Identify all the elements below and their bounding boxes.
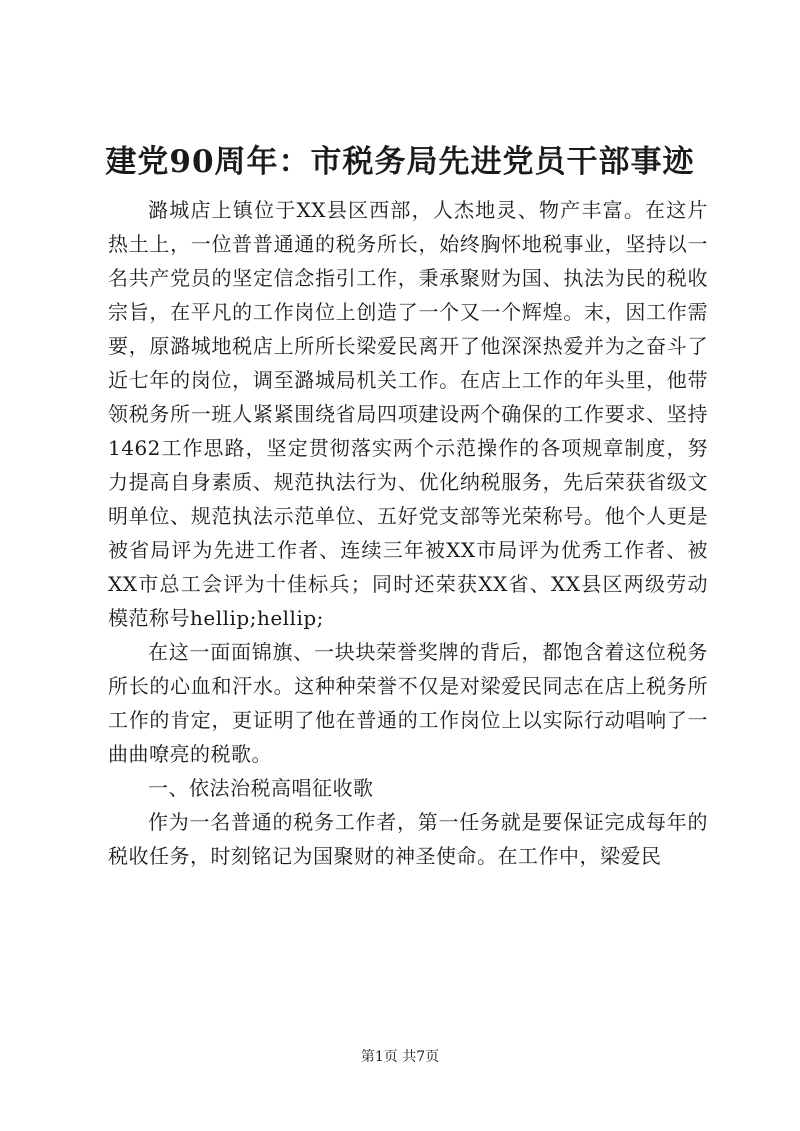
paragraph-honors: 在这一面面锦旗、一块块荣誉奖牌的背后，都饱含着这位税务所长的心血和汗水。这种种荣誉不仅是对梁爱民同志在店上税务所工作的肯定，更证明了他在普通的工作岗位上以实际行动唱响了一曲曲嘹亮的税歌。 [108,640,708,766]
page-number-footer: 第1页 共7页 [360,1049,440,1065]
document-title: 建党90周年：市税务局先进党员干部事迹 [105,144,695,180]
paragraph-intro: 潞城店上镇位于XX县区西部，人杰地灵、物产丰富。在这片热土上，一位普普通通的税务所长，始终胸怀地税事业，坚持以一名共产党员的坚定信念指引工作，秉承聚财为国、执法为民的税收宗旨，在平凡的工作岗位上创造了一个又一个辉煌。末，因工作需要，原潞城地税店上所所长梁爱民离开了他深深热爱并为之奋斗了近七年的岗位，调至潞城局机关工作。在店上工作的年头里，他带领税务所一班人紧紧围绕省局四项建设两个确保的工作要求、坚持1462工作思路，坚定贯彻落实两个示范操作的各项规章制度，努力提高自身素质、规范执法行为、优化纳税服务，先后荣获省级文明单位、规范执法示范单位、五好党支部等光荣称号。他个人更是被省局评为先进工作者、连续三年被XX市局评为优秀工作者、被XX市总工会评为十佳标兵；同时还荣获XX省、XX县区两级劳动模范称号hellip;hellip; [108,198,708,630]
document-body [108,193,708,873]
paragraph-section-1: 作为一名普通的税务工作者，第一任务就是要保证完成每年的税收任务，时刻铭记为国聚财的神圣使命。在工作中，梁爱民 [108,810,708,868]
section-heading-1: 一、依法治税高唱征收歌 [148,776,374,800]
